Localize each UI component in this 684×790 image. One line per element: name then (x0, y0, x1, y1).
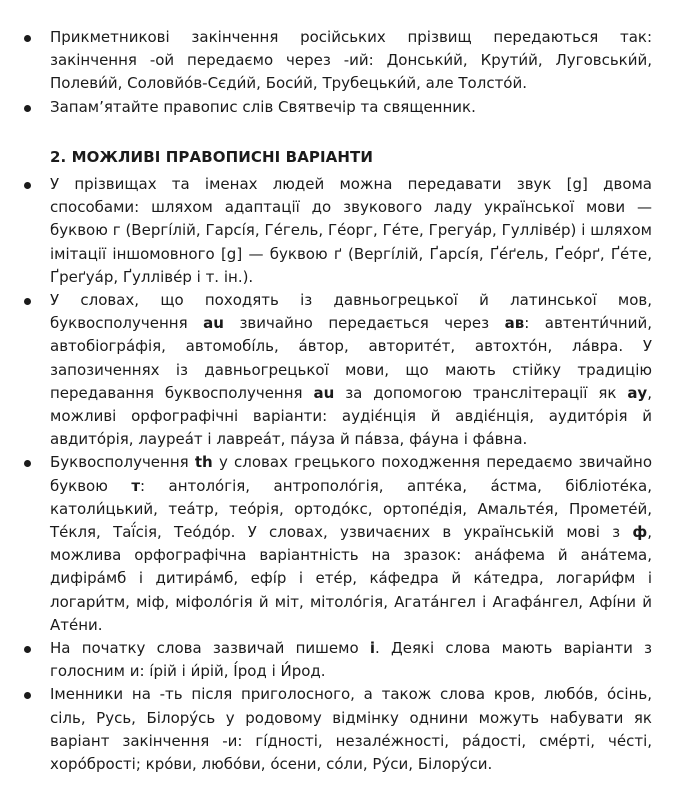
list-item (0, 637, 684, 683)
text-run: у словах грецького походження передаємо звичайно буквою (50, 453, 652, 495)
list-item-text: Запам’ятайте правопис слів Святвечір та священник. (50, 97, 476, 116)
bullet-icon (24, 460, 31, 467)
bold-term: au (203, 314, 224, 333)
bullet-icon (24, 298, 31, 305)
bold-term: і (369, 639, 376, 658)
bold-term: au (313, 383, 335, 402)
bold-term: ф (632, 523, 648, 542)
bold-term: ау (627, 383, 648, 402)
text-run: , можлива орфографічна варіантність на зразок: ана́фема й ана́тема, дифіра́мб і дитира́мб, ефі́р і ете́р, ка́федра й ка́тедра, логари́фм і логари́тм, міф, міфоло́гія й міт, мітоло́гія, Агата́нгел і Агафа́нгел, Афі́ни й Ате́ни. (50, 523, 652, 634)
bullet-icon (24, 692, 31, 699)
bullet-icon (24, 35, 31, 42)
list-item (0, 289, 684, 451)
bullet-icon (24, 182, 31, 189)
list-item (0, 683, 684, 776)
text-run: У словах, що походять із давньогрецької й латинської мов, буквосполучення (50, 291, 652, 333)
text-run: : автенти́чний, автобіогра́фія, автомобі́ль, а́втор, авторите́т, автохто́н, ла́вра. У запозиченнях із давньогрецької мови, що мають стійку традицію передавання буквосполучення (50, 314, 652, 402)
text-run: за допомогою транслітерації як (334, 383, 628, 402)
list-item-text: Прикметникові закінчення російських прізвищ передаються так: закінчення -ой передаємо через -ий: Донськи́й, Крути́й, Луговськи́й, Полеви́й, Соловйо́в-Сєди́й, Боси́й, Трубецьки́й, але Толсто́й. (50, 28, 652, 93)
text-run: , можливі орфографічні варіанти: аудіє́нція й авдіє́нція, аудито́рія й авдито́рія, лауреа́т і лавреа́т, па́уза й па́вза, фа́уна і фа́вна. (50, 383, 652, 449)
bullet-icon (24, 646, 31, 653)
list-item-text: Іменники на -ть після приголосного, а також слова кров, любо́в, о́сінь, сіль, Русь, Білору́сь у родовому відмінку однини можуть набувати як варіант закінчення -и: гі́дності, незале́жності, ра́дості, сме́рті, че́сті, хоро́брості; кро́ви, любо́ви, о́сени, со́ли, Ру́си, Білору́си. (50, 685, 652, 774)
text-run: : антоло́гія, антрополо́гія, апте́ка, а́стма, бібліоте́ка, католи́цький, теа́тр, тео́рія, ортодо́кс, ортопе́дія, Амальте́я, Промете́й, Те́кля, Таї́сія, Тео́до́р. У словах, узвичаєних в українській мові з (50, 476, 652, 542)
section-heading: 2. МОЖЛИВІ ПРАВОПИСНІ ВАРІАНТИ (50, 148, 374, 166)
text-run: Буквосполучення (50, 453, 195, 472)
list-item (0, 96, 684, 119)
list-item (0, 173, 684, 289)
text-run: На початку слова зазвичай пишемо (50, 639, 370, 658)
bullet-icon (24, 105, 31, 112)
bullet-list-top (0, 26, 684, 119)
list-item (0, 451, 684, 637)
text-run: . Деякі слова мають варіанти з голосним и: і́рій і и́рій, І́род і И́род. (50, 639, 653, 681)
list-item-text: У прізвищах та іменах людей можна передавати звук [g] двома способами: шляхом адаптації до звукового ладу української мови — буквою г (Вергі́лій, Гарсі́я, Ге́гель, Ге́орг, Ге́те, Грегуа́р, Гулліве́р) і шляхом імітації іншомовного [g] — буквою ґ (Вергі́лій, Ґарсі́я, Ґе́ґель, Ґео́рґ, Ґе́те, Ґреґуа́р, Ґулліве́р і т. ін.). (50, 175, 652, 286)
bold-term: ав (504, 314, 525, 333)
text-run: звичайно передається через (223, 314, 505, 333)
list-item (0, 26, 684, 96)
bold-term: т (131, 476, 141, 495)
bullet-list-main (0, 173, 684, 776)
bold-term: th (194, 453, 213, 472)
